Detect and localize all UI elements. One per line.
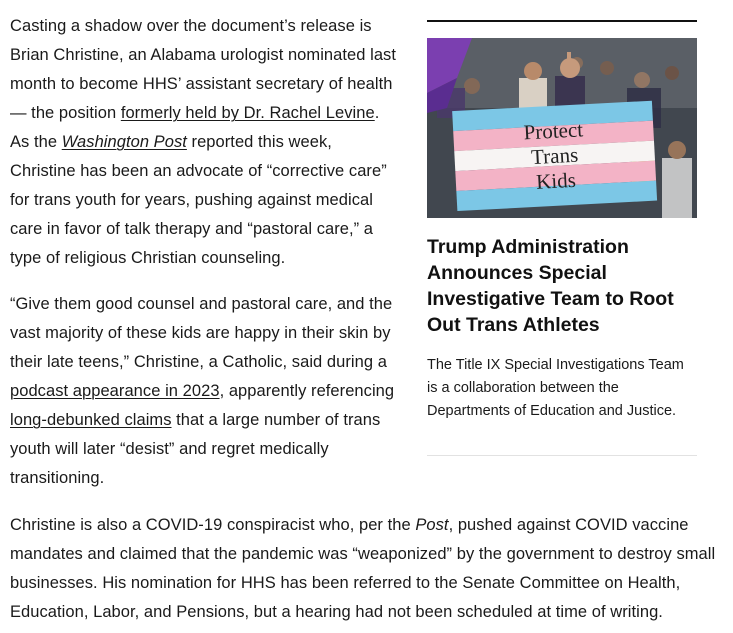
link-washington-post[interactable]: [62, 133, 187, 151]
paragraph-text: . As the: [10, 104, 380, 151]
related-article-image[interactable]: [427, 38, 697, 218]
card-bottom-divider: [427, 455, 697, 456]
paragraph-text: , apparently referencing: [219, 382, 395, 400]
related-article-dek: The Title IX Special Investigations Team is a collaboration between the Departments of Education and Justice.: [427, 357, 684, 419]
article-paragraph-2: [10, 290, 402, 493]
article-body-full-width: [10, 511, 726, 627]
sign-text-line-2: Trans: [530, 142, 579, 170]
paragraph-text: that a large number of trans youth will later “desist” and regret medically transitioning.: [10, 411, 381, 487]
link-text-italic: Washington Post: [61, 133, 187, 151]
paragraph-text: , pushed against COVID vaccine mandates and claimed that the pandemic was “weaponized” by the government to destroy small businesses. His nomination for HHS has been referred to the Senate Committee on Health, Education, Labor, and Pensions, but a hearing had not been scheduled at time of writing.: [10, 516, 716, 621]
article-body-column: [10, 12, 402, 493]
paragraph-text: reported this week, Christine has been an advocate of “corrective care” for trans youth for years, pushing against medical care in favor of talk therapy and “pastoral care,” a type of religious Christian counseling.: [10, 133, 387, 267]
paragraph-text: Christine is also a COVID-19 conspiracist who, per the: [10, 516, 416, 534]
related-article-card: [427, 20, 697, 456]
card-top-divider: [427, 20, 697, 22]
sign-text-line-3: Kids: [535, 167, 577, 194]
paragraph-text: “Give them good counsel and pastoral care, and the vast majority of these kids are happy in their skin by their late teens,” Christine, a Catholic, said during a: [10, 295, 393, 371]
sign-text-line-1: Protect: [522, 117, 584, 145]
paragraph-text: Casting a shadow over the document’s release is Brian Christine, an Alabama urologist nominated last month to become HHS’ assistant secretary of health — the position: [10, 17, 396, 122]
article-paragraph-1: [10, 12, 402, 273]
link-debunked-claims[interactable]: long-debunked claims: [10, 411, 172, 429]
protest-photo-illustration: [427, 38, 697, 218]
link-podcast-appearance[interactable]: podcast appearance in 2023: [10, 382, 220, 400]
italic-publication-name: Post: [415, 516, 449, 534]
related-article-title[interactable]: Trump Administration Announces Special Investigative Team to Root Out Trans Athletes: [427, 236, 674, 336]
link-rachel-levine[interactable]: formerly held by Dr. Rachel Levine: [120, 104, 375, 122]
article-paragraph-3: [10, 511, 726, 627]
